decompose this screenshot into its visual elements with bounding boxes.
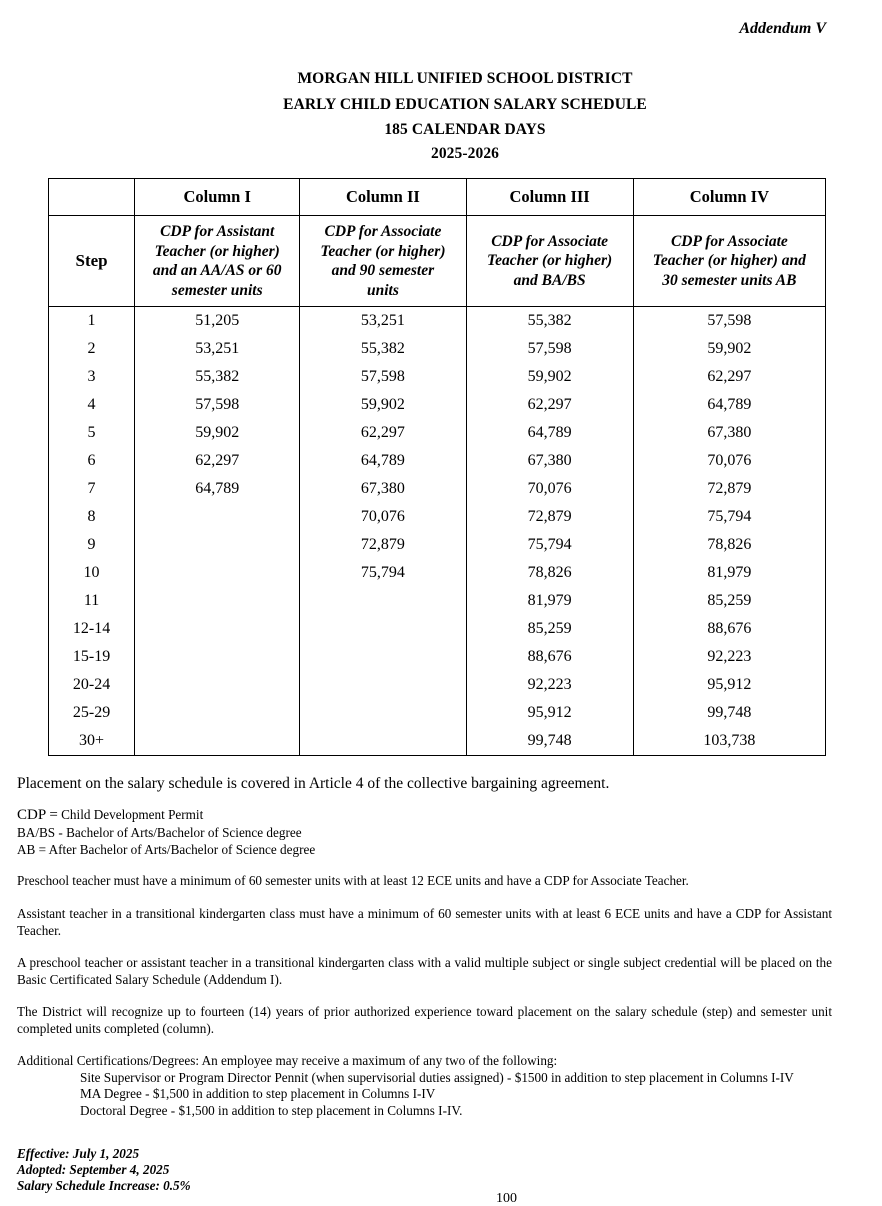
placement-note: Placement on the salary schedule is covered in Article 4 of the collective bargaining agreement. — [17, 775, 610, 792]
salary-cell: 75,794 — [466, 531, 633, 559]
salary-cell: 53,251 — [135, 335, 300, 363]
salary-cell: 64,789 — [633, 391, 825, 419]
table-row — [49, 335, 826, 363]
desc-line: Teacher (or higher) — [154, 242, 280, 260]
desc-line: units — [366, 281, 399, 299]
desc-line: 30 semester units AB — [662, 271, 797, 289]
salary-cell: 64,789 — [466, 419, 633, 447]
salary-cell: 70,076 — [633, 447, 825, 475]
column-title: Column III — [466, 179, 633, 216]
salary-cell: 53,251 — [300, 307, 466, 336]
salary-cell: 55,382 — [466, 307, 633, 336]
salary-cell: 92,223 — [466, 671, 633, 699]
column-description — [300, 216, 466, 307]
salary-cell: 81,979 — [466, 587, 633, 615]
salary-cell: 62,297 — [300, 419, 466, 447]
page-number: 100 — [496, 1191, 517, 1206]
step-cell: 1 — [49, 307, 135, 336]
table-row — [49, 587, 826, 615]
adopted-date: Adopted: September 4, 2025 — [17, 1162, 170, 1177]
column-description — [633, 216, 825, 307]
salary-cell — [300, 587, 466, 615]
salary-cell: 75,794 — [633, 503, 825, 531]
desc-line: semester units — [171, 281, 263, 299]
step-cell: 20-24 — [49, 671, 135, 699]
credential-placement: A preschool teacher or assistant teacher in a transitional kindergarten class with a valid multiple subject or single subject credential will be placed on the Basic Certificated Salary Schedule (Addendum I). — [17, 955, 832, 987]
additional-intro: Additional Certifications/Degrees: An employee may receive a maximum of any two of the following: — [17, 1053, 558, 1068]
table-row — [49, 643, 826, 671]
salary-cell — [135, 699, 300, 727]
salary-cell — [135, 531, 300, 559]
table-row — [49, 363, 826, 391]
step-cell: 7 — [49, 475, 135, 503]
salary-cell: 55,382 — [135, 363, 300, 391]
salary-cell: 51,205 — [135, 307, 300, 336]
experience-note: The District will recognize up to fourteen (14) years of prior authorized experience toward placement on the salary schedule (step) and semester unit completed units completed (column). — [17, 1004, 832, 1036]
salary-cell: 70,076 — [466, 475, 633, 503]
school-year: 2025-2026 — [430, 145, 500, 162]
salary-cell: 78,826 — [466, 559, 633, 587]
salary-cell: 85,259 — [633, 587, 825, 615]
salary-cell: 57,598 — [300, 363, 466, 391]
step-cell: 6 — [49, 447, 135, 475]
step-cell: 5 — [49, 419, 135, 447]
salary-cell: 62,297 — [135, 447, 300, 475]
salary-cell: 72,879 — [633, 475, 825, 503]
step-cell: 25-29 — [49, 699, 135, 727]
salary-cell: 75,794 — [300, 559, 466, 587]
desc-line: CDP for Assistant — [160, 223, 275, 240]
table-row — [49, 671, 826, 699]
additional-item: MA Degree - $1,500 in addition to step placement in Columns I-IV — [80, 1086, 436, 1101]
preschool-requirement: Preschool teacher must have a minimum of 60 semester units with at least 12 ECE units and have a CDP for Associate Teacher. — [17, 873, 689, 888]
step-header: Step — [49, 216, 135, 307]
table-row — [49, 475, 826, 503]
definition-ab: AB = After Bachelor of Arts/Bachelor of Science degree — [17, 842, 316, 857]
salary-cell — [135, 643, 300, 671]
column-description-row — [49, 216, 826, 307]
additional-item: Site Supervisor or Program Director Pennit (when supervisorial duties assigned) - $1500 in addition to step placement in Columns I-IV — [80, 1069, 794, 1085]
additional-certifications — [17, 1053, 832, 1119]
salary-cell: 78,826 — [633, 531, 825, 559]
assistant-requirement: Assistant teacher in a transitional kindergarten class must have a minimum of 60 semester units with at least 6 ECE units and have a CDP for Assistant Teacher. — [17, 906, 832, 938]
definitions — [17, 806, 315, 858]
salary-cell: 92,223 — [633, 643, 825, 671]
schedule-title: EARLY CHILD EDUCATION SALARY SCHEDULE — [283, 96, 647, 113]
table-row — [49, 503, 826, 531]
column-description — [135, 216, 300, 307]
step-cell: 9 — [49, 531, 135, 559]
step-cell: 15-19 — [49, 643, 135, 671]
salary-cell: 62,297 — [466, 391, 633, 419]
desc-line: Teacher (or higher) — [487, 252, 613, 270]
salary-cell: 85,259 — [466, 615, 633, 643]
salary-cell: 57,598 — [135, 391, 300, 419]
desc-line: and 90 semester — [331, 262, 435, 279]
salary-cell — [135, 671, 300, 699]
salary-cell: 57,598 — [633, 307, 825, 336]
addendum-label: Addendum V — [739, 20, 826, 37]
column-title-row — [49, 179, 826, 216]
step-cell: 4 — [49, 391, 135, 419]
salary-cell — [135, 727, 300, 756]
salary-cell: 70,076 — [300, 503, 466, 531]
salary-cell: 88,676 — [633, 615, 825, 643]
definition-babs: BA/BS - Bachelor of Arts/Bachelor of Science degree — [17, 825, 302, 840]
salary-cell — [135, 587, 300, 615]
table-row — [49, 447, 826, 475]
definition-cdp — [17, 806, 315, 824]
additional-item: Doctoral Degree - $1,500 in addition to step placement in Columns I-IV. — [80, 1102, 463, 1118]
desc-line: and BA/BS — [513, 271, 586, 289]
step-cell: 12-14 — [49, 615, 135, 643]
column-title: Column IV — [633, 179, 825, 216]
table-row — [49, 699, 826, 727]
salary-cell: 95,912 — [633, 671, 825, 699]
salary-cell: 67,380 — [633, 419, 825, 447]
salary-cell: 95,912 — [466, 699, 633, 727]
salary-cell — [300, 615, 466, 643]
desc-line: and an AA/AS or 60 — [152, 262, 282, 279]
salary-cell — [300, 671, 466, 699]
salary-rows — [49, 307, 826, 756]
salary-cell: 67,380 — [300, 475, 466, 503]
desc-line: Teacher (or higher) and — [652, 252, 806, 270]
salary-cell: 99,748 — [466, 727, 633, 756]
salary-schedule-table — [48, 178, 826, 756]
salary-cell: 72,879 — [300, 531, 466, 559]
salary-cell: 64,789 — [300, 447, 466, 475]
salary-cell: 72,879 — [466, 503, 633, 531]
step-cell: 30+ — [49, 727, 135, 756]
desc-line: CDP for Associate — [324, 223, 442, 240]
salary-cell: 81,979 — [633, 559, 825, 587]
salary-cell — [135, 559, 300, 587]
column-title: Column II — [300, 179, 466, 216]
step-cell: 3 — [49, 363, 135, 391]
table-row — [49, 559, 826, 587]
table-row — [49, 307, 826, 336]
salary-cell — [300, 643, 466, 671]
step-cell: 8 — [49, 503, 135, 531]
step-cell: 11 — [49, 587, 135, 615]
salary-cell: 59,902 — [466, 363, 633, 391]
district-name: MORGAN HILL UNIFIED SCHOOL DISTRICT — [297, 70, 633, 87]
column-title: Column I — [135, 179, 300, 216]
salary-cell: 55,382 — [300, 335, 466, 363]
step-cell: 2 — [49, 335, 135, 363]
salary-cell: 64,789 — [135, 475, 300, 503]
cdp-abbr: CDP = — [17, 807, 58, 823]
salary-increase: Salary Schedule Increase: 0.5% — [17, 1178, 191, 1193]
salary-cell: 99,748 — [633, 699, 825, 727]
table-row — [49, 391, 826, 419]
document-header — [0, 66, 882, 167]
column-description — [466, 216, 633, 307]
salary-cell — [135, 615, 300, 643]
desc-line: Teacher (or higher) — [320, 242, 446, 260]
salary-cell — [135, 503, 300, 531]
salary-cell: 59,902 — [300, 391, 466, 419]
salary-cell — [300, 727, 466, 756]
salary-cell: 103,738 — [633, 727, 825, 756]
salary-cell — [300, 699, 466, 727]
salary-cell: 67,380 — [466, 447, 633, 475]
table-row — [49, 531, 826, 559]
salary-cell: 62,297 — [633, 363, 825, 391]
table-row — [49, 615, 826, 643]
effective-date: Effective: July 1, 2025 — [17, 1146, 140, 1161]
step-cell: 10 — [49, 559, 135, 587]
salary-cell: 59,902 — [135, 419, 300, 447]
cdp-text: Child Development Permit — [61, 807, 204, 822]
desc-line: CDP for Associate — [670, 232, 788, 250]
salary-cell: 59,902 — [633, 335, 825, 363]
table-row — [49, 419, 826, 447]
salary-cell: 57,598 — [466, 335, 633, 363]
calendar-days: 185 CALENDAR DAYS — [384, 121, 546, 138]
desc-line: CDP for Associate — [491, 232, 609, 250]
salary-cell: 88,676 — [466, 643, 633, 671]
effective-block — [17, 1146, 191, 1194]
table-row — [49, 727, 826, 756]
blank-header-cell — [49, 179, 135, 216]
